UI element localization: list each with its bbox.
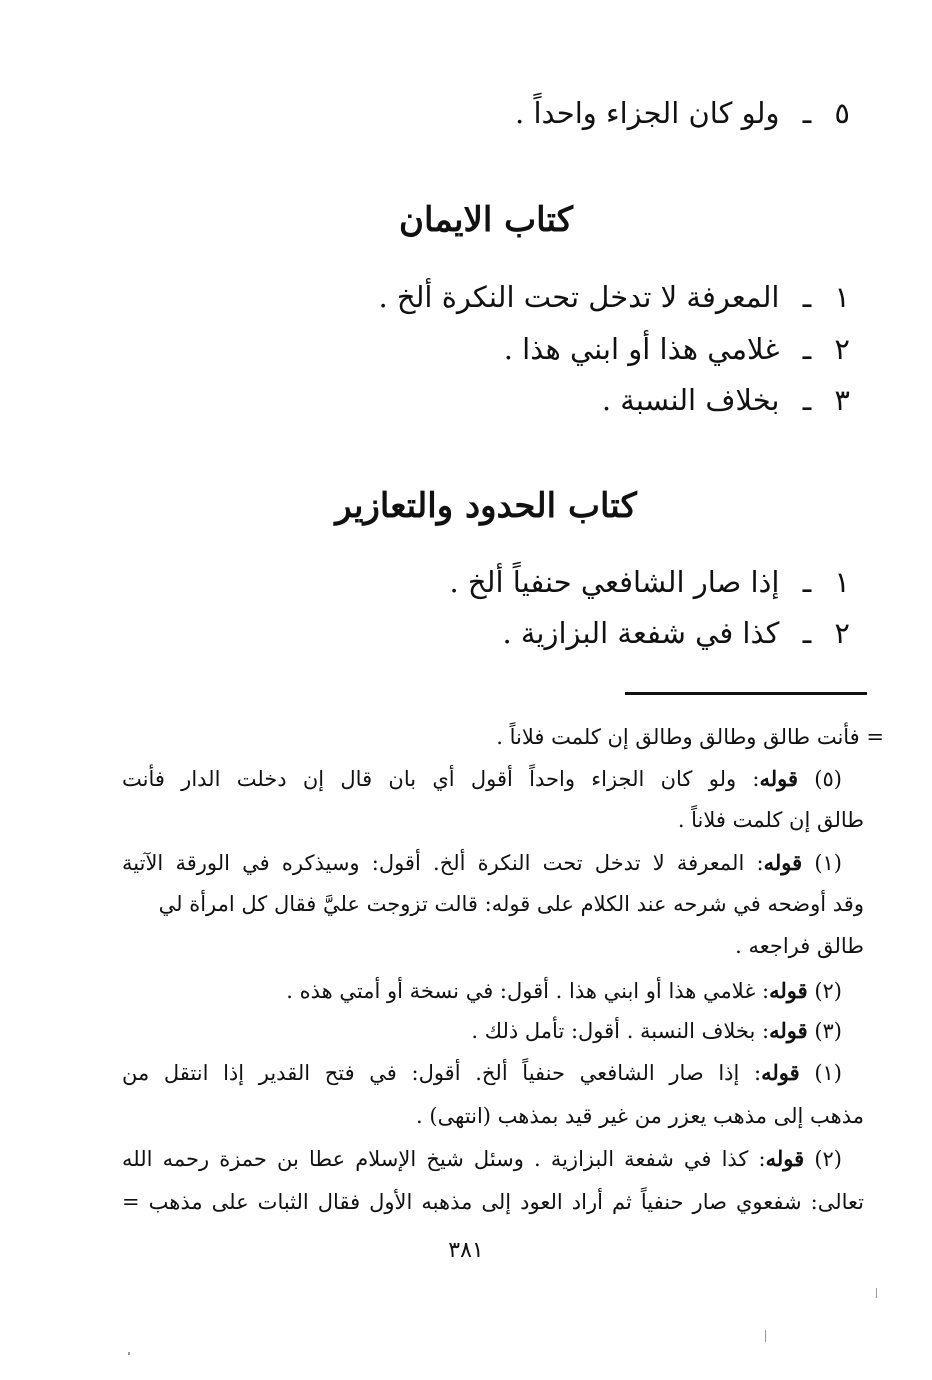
item-dash: ـ xyxy=(802,96,812,130)
item-text: إذا صار الشافعي حنفياً ألخ . xyxy=(449,565,780,599)
footnote-text: : بخلاف النسبة . أقول: تأمل ذلك . xyxy=(471,1019,770,1043)
footnote-line: طالق إن كلمت فلاناً . xyxy=(677,808,864,832)
list-item xyxy=(602,383,850,417)
item-number: ٢ xyxy=(834,332,850,366)
footnote-line xyxy=(122,1146,842,1171)
top-item xyxy=(515,96,850,130)
footnote-marker: (١) xyxy=(814,851,842,875)
list-item xyxy=(378,280,850,314)
footnote-keyword: قوله xyxy=(759,766,799,791)
footnote-keyword: قوله xyxy=(763,850,803,875)
scan-speck xyxy=(765,1330,766,1342)
footnote-marker: (١) xyxy=(814,1061,842,1085)
item-number: ١ xyxy=(834,565,850,599)
footnote-keyword: قوله xyxy=(765,1146,805,1171)
footnote-marker: (٢) xyxy=(814,1147,842,1171)
item-number: ٥ xyxy=(834,96,850,130)
item-dash: ـ xyxy=(802,332,812,366)
footnote-line: مذهب إلى مذهب يعزر من غير قيد بمذهب (انتهى) . xyxy=(416,1104,864,1128)
item-dash: ـ xyxy=(802,280,812,314)
item-text: ولو كان الجزاء واحداً . xyxy=(515,96,780,130)
footnote-line: طالق فراجعه . xyxy=(735,934,864,958)
scan-speck xyxy=(128,1352,130,1355)
list-item xyxy=(502,616,850,650)
page-number: ٣٨١ xyxy=(448,1238,484,1263)
footnote-marker: (٥) xyxy=(814,767,842,791)
section-heading-iman: كتاب الايمان xyxy=(399,200,573,240)
scan-speck xyxy=(876,1288,877,1298)
footnote-separator xyxy=(625,692,867,695)
item-text: المعرفة لا تدخل تحت النكرة ألخ . xyxy=(378,280,780,314)
footnote-marker: (٢) xyxy=(814,979,842,1003)
item-dash: ـ xyxy=(802,616,812,650)
item-text: بخلاف النسبة . xyxy=(601,383,780,417)
footnote-line: وقد أوضحه في شرحه عند الكلام على قوله: قالت تزوجت عليَّ فقال كل امرأة لي xyxy=(158,892,864,916)
item-dash: ـ xyxy=(802,565,812,599)
item-number: ٢ xyxy=(834,616,850,650)
footnote-marker: (٣) xyxy=(814,1019,842,1043)
section-heading-hudud: كتاب الحدود والتعازير xyxy=(335,486,637,526)
footnote-line xyxy=(122,850,842,875)
footnote-line xyxy=(100,1018,842,1043)
item-text: غلامي هذا أو ابني هذا . xyxy=(503,332,780,366)
footnote-continuation: = فأنت طالق وطالق وطالق إن كلمت فلاناً . xyxy=(496,725,884,749)
item-number: ١ xyxy=(834,280,850,314)
footnote-line: تعالى: شفعوي صار حنفياً ثم أراد العود إلى مذهبه الأول فقال الثبات على مذهب = xyxy=(122,1190,864,1214)
footnote-text: : غلامي هذا أو ابني هذا . أقول: في نسخة أو أمتي هذه . xyxy=(286,979,770,1003)
footnote-keyword: قوله xyxy=(761,1060,800,1085)
item-number: ٣ xyxy=(834,383,850,417)
list-item xyxy=(504,332,850,366)
footnote-keyword: قوله xyxy=(769,1018,808,1043)
footnote-text: : المعرفة لا تدخل تحت النكرة ألخ. أقول: وسيذكره في الورقة الآتية xyxy=(122,851,764,875)
footnote-text: : ولو كان الجزاء واحداً أقول أي بان قال إن دخلت الدار فأنت xyxy=(122,767,760,791)
footnote-text: : كذا في شفعة البزازية . وسئل شيخ الإسلام عطا بن حمزة رحمه الله xyxy=(122,1147,766,1171)
footnote-keyword: قوله xyxy=(769,978,808,1003)
footnote-line xyxy=(100,978,842,1003)
list-item xyxy=(450,565,851,599)
footnote-line xyxy=(122,766,842,791)
item-text: كذا في شفعة البزازية . xyxy=(502,616,780,650)
item-dash: ـ xyxy=(802,383,812,417)
footnote-line xyxy=(122,1060,842,1085)
footnote-text: : إذا صار الشافعي حنفياً ألخ. أقول: في فتح القدير إذا انتقل من xyxy=(122,1061,762,1085)
